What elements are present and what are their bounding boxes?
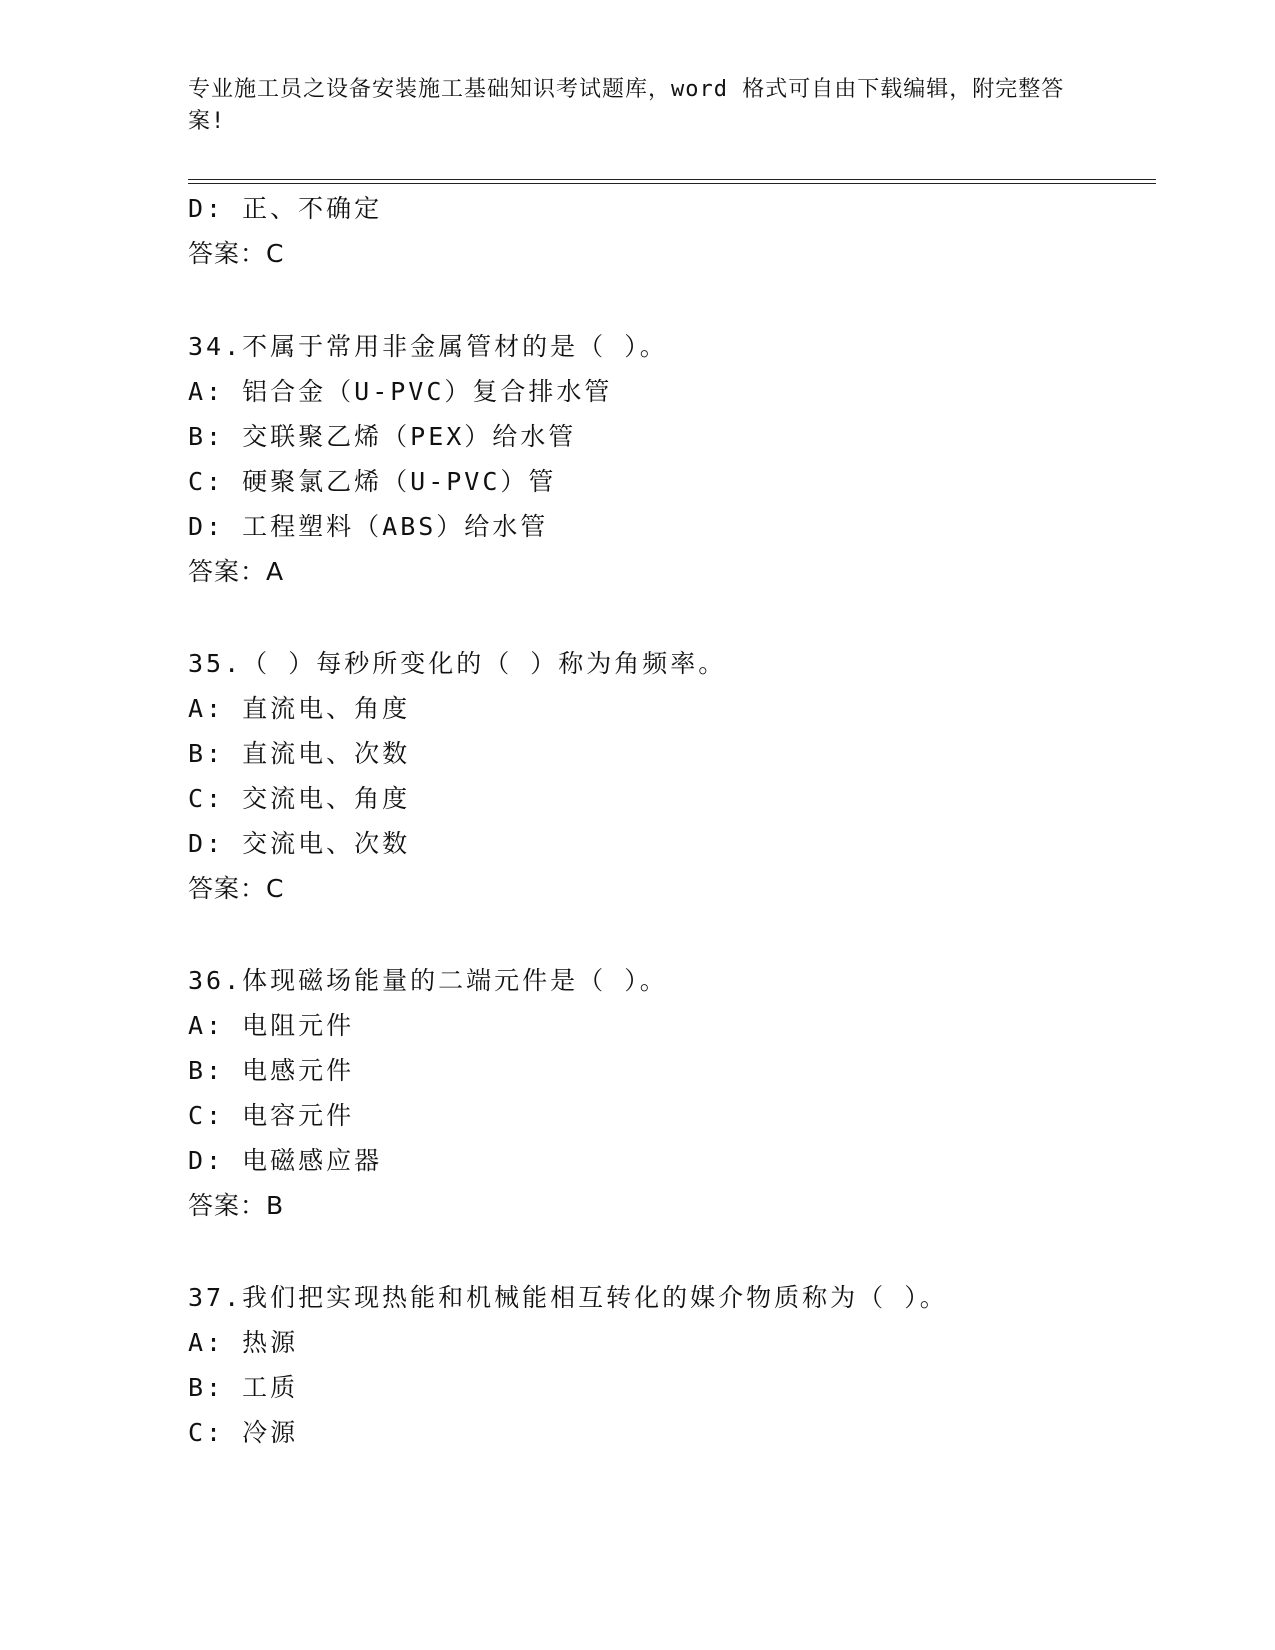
q36-option-a: A: 电阻元件 [188, 1011, 355, 1040]
q37-option-a: A: 热源 [188, 1328, 299, 1357]
q35-question: 35.（ ）每秒所变化的（ ）称为角频率。 [188, 649, 727, 678]
q35-option-b: B: 直流电、次数 [188, 739, 411, 768]
document-header: 专业施工员之设备安装施工基础知识考试题库，word 格式可自由下载编辑，附完整答案! [188, 77, 1065, 134]
q36-answer: 答案：B [188, 1191, 285, 1220]
q34-option-b: B: 交联聚乙烯（PEX）给水管 [188, 422, 577, 451]
q35-answer: 答案：C [188, 874, 285, 903]
q35-option-c: C: 交流电、角度 [188, 784, 411, 813]
q37-option-b: B: 工质 [188, 1373, 299, 1402]
q33-answer: 答案：C [188, 239, 285, 268]
q36-option-c: C: 电容元件 [188, 1101, 355, 1130]
q35-option-a: A: 直流电、角度 [188, 694, 411, 723]
q36-option-b: B: 电感元件 [188, 1056, 355, 1085]
q33-option-d: D: 正、不确定 [188, 194, 383, 223]
q35-option-d: D: 交流电、次数 [188, 829, 411, 858]
header-divider-bottom [188, 183, 1156, 184]
q34-option-d: D: 工程塑料（ABS）给水管 [188, 512, 549, 541]
q36-option-d: D: 电磁感应器 [188, 1146, 383, 1175]
q36-question: 36.体现磁场能量的二端元件是（ ）。 [188, 966, 668, 995]
q34-option-a: A: 铝合金（U-PVC）复合排水管 [188, 377, 613, 406]
q37-question: 37.我们把实现热能和机械能相互转化的媒介物质称为（ ）。 [188, 1283, 948, 1312]
header-divider-top [188, 179, 1156, 180]
q34-answer: 答案：A [188, 557, 285, 586]
q34-option-c: C: 硬聚氯乙烯（U-PVC）管 [188, 467, 557, 496]
q37-option-c: C: 冷源 [188, 1418, 299, 1447]
q34-question: 34.不属于常用非金属管材的是（ ）。 [188, 332, 668, 361]
